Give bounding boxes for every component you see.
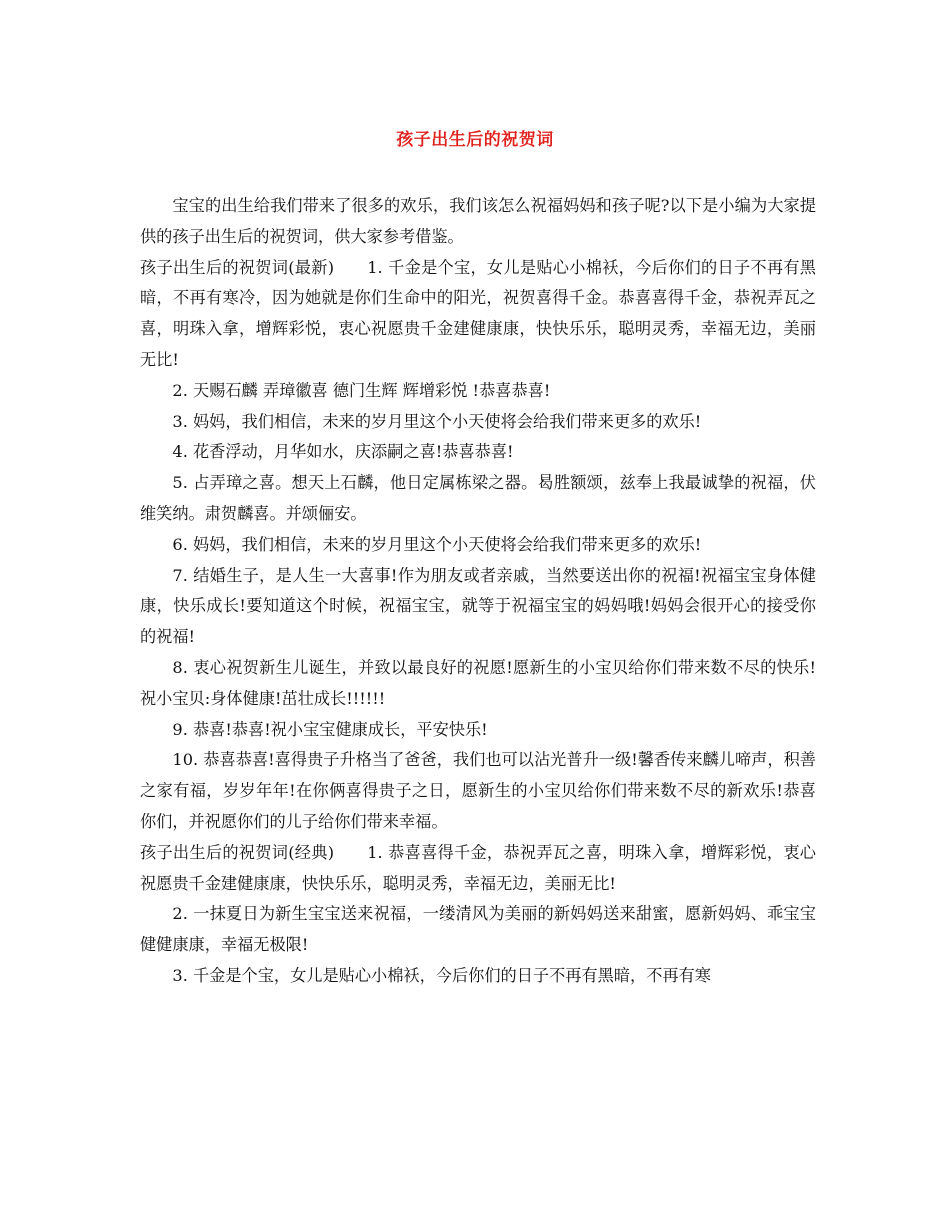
paragraph-item: 7. 结婚生子，是人生一大喜事!作为朋友或者亲戚，当然要送出你的祝福!祝福宝宝身体健康，快乐成长!要知道这个时候，祝福宝宝，就等于祝福宝宝的妈妈哦!妈妈会很开心的接受你的祝福! xyxy=(140,565,816,647)
document-body xyxy=(140,191,816,992)
paragraph-item: 3. 妈妈，我们相信，未来的岁月里这个小天使将会给我们带来更多的欢乐! xyxy=(172,411,702,431)
paragraph-item: 5. 占弄璋之喜。想天上石麟，他日定属栋梁之器。曷胜额颂，兹奉上我最诚挚的祝福，伏维笑纳。肃贺麟喜。并颂俪安。 xyxy=(140,473,816,523)
paragraph-item: 10. 恭喜恭喜!喜得贵子升格当了爸爸，我们也可以沾光普升一级!馨香传来麟儿啼声，积善之家有福，岁岁年年!在你俩喜得贵子之日，愿新生的小宝贝给你们带来数不尽的新欢乐!恭喜你们，并祝愿你们的儿子给你们带来幸福。 xyxy=(140,750,816,831)
paragraph-section-classic: 孩子出生后的祝贺词(经典) 1. 恭喜喜得千金，恭祝弄瓦之喜，明珠入拿，增辉彩悦，衷心祝愿贵千金建健康康，快快乐乐，聪明灵秀，幸福无边，美丽无比! xyxy=(140,842,816,893)
paragraph-intro: 宝宝的出生给我们带来了很多的欢乐，我们该怎么祝福妈妈和孩子呢?以下是小编为大家提供的孩子出生后的祝贺词，供大家参考借鉴。 xyxy=(140,196,816,246)
paragraph-item: 3. 千金是个宝，女儿是贴心小棉袄，今后你们的日子不再有黑暗，不再有寒 xyxy=(172,965,711,985)
document-title: 孩子出生后的祝贺词 xyxy=(396,130,554,150)
paragraph-item: 2. 天赐石麟 弄璋徽喜 德门生辉 辉增彩悦 !恭喜恭喜! xyxy=(172,380,551,400)
paragraph-item: 4. 花香浮动，月华如水，庆添嗣之喜!恭喜恭喜! xyxy=(172,442,514,462)
paragraph-item: 6. 妈妈，我们相信，未来的岁月里这个小天使将会给我们带来更多的欢乐! xyxy=(172,534,702,554)
paragraph-section-latest: 孩子出生后的祝贺词(最新) 1. 千金是个宝，女儿是贴心小棉袄，今后你们的日子不再有黑暗，不再有寒冷，因为她就是你们生命中的阳光，祝贺喜得千金。恭喜喜得千金，恭祝弄瓦之喜，明珠入拿，增辉彩悦，衷心祝愿贵千金建健康康，快快乐乐，聪明灵秀，幸福无边，美丽无比! xyxy=(140,257,816,369)
paragraph-item: 2. 一抹夏日为新生宝宝送来祝福，一缕清风为美丽的新妈妈送来甜蜜，愿新妈妈、乖宝宝健健康康，幸福无极限! xyxy=(140,904,816,955)
paragraph-item: 8. 衷心祝贺新生儿诞生，并致以最良好的祝愿!愿新生的小宝贝给你们带来数不尽的快乐!祝小宝贝:身体健康!茁壮成长!!!!!! xyxy=(140,657,816,708)
paragraph-item: 9. 恭喜!恭喜!祝小宝宝健康成长，平安快乐! xyxy=(172,719,488,739)
